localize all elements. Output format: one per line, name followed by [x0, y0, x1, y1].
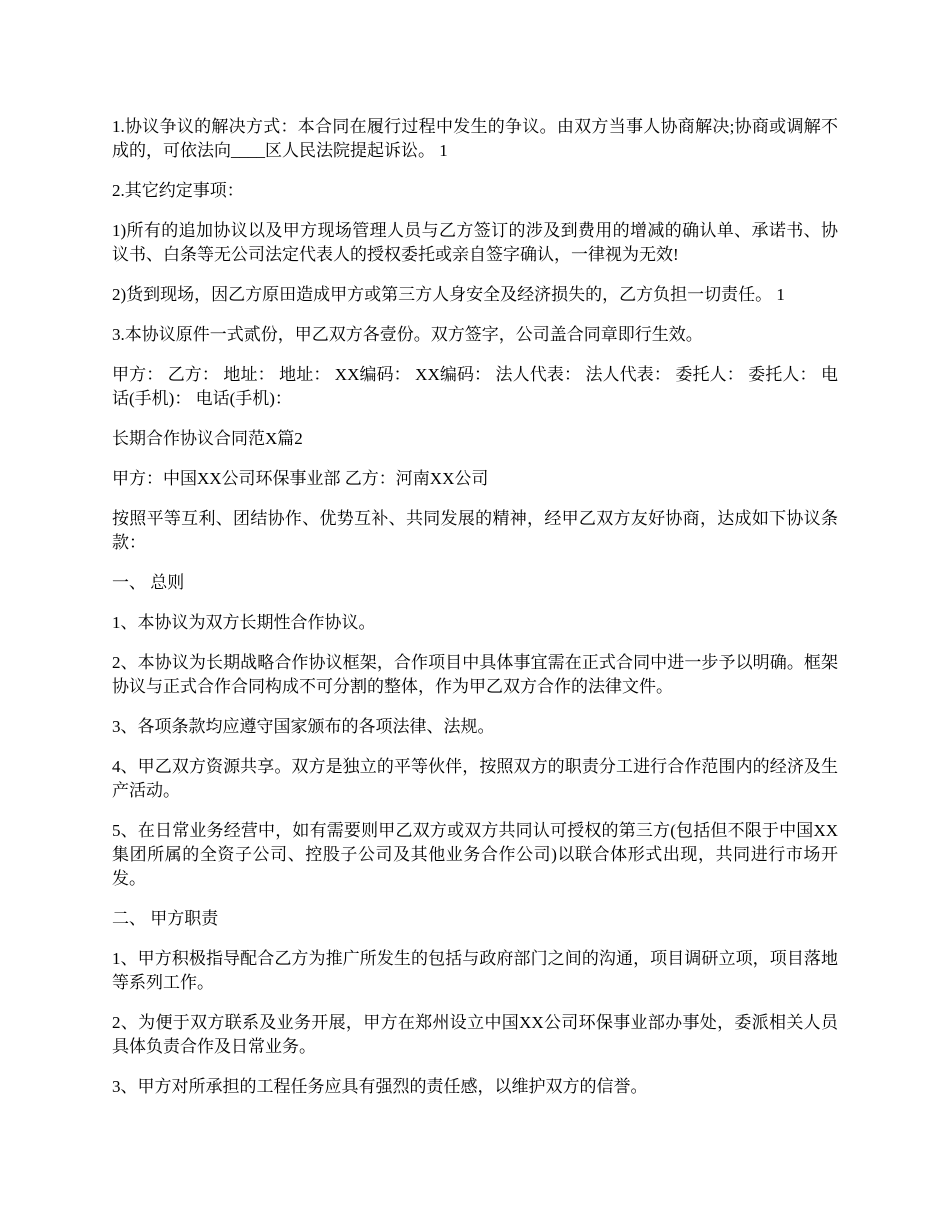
paragraph-parties: 甲方：中国XX公司环保事业部 乙方：河南XX公司 [112, 469, 489, 488]
paragraph-general-4: 4、甲乙双方资源共享。双方是独立的平等伙伴，按照双方的职责分工进行合作范围内的经济及生产活动。 [112, 757, 838, 800]
paragraph-party-a-duty-2: 2、为便于双方联系及业务开展，甲方在郑州设立中国XX公司环保事业部办事处，委派相关人员具体负责合作及日常业务。 [112, 1013, 838, 1056]
paragraph-other-matters-heading: 2.其它约定事项： [112, 181, 244, 200]
paragraph-party-a-duties-heading: 二、 甲方职责 [112, 909, 219, 928]
paragraph-general-1: 1、本协议为双方长期性合作协议。 [112, 613, 376, 632]
paragraph-general-heading: 一、 总则 [112, 573, 185, 592]
paragraph-delivery-liability: 2)货到现场，因乙方原田造成甲方或第三方人身安全及经济损失的，乙方负担一切责任。 1 [112, 285, 785, 304]
paragraph-party-a-duty-3: 3、甲方对所承担的工程任务应具有强烈的责任感，以维护双方的信誉。 [112, 1077, 648, 1096]
paragraph-general-5: 5、在日常业务经营中，如有需要则甲乙双方或双方共同认可授权的第三方(包括但不限于中国XX集团所属的全资子公司、控股子公司及其他业务合作公司)以联合体形式出现，共同进行市场开发。 [112, 821, 838, 888]
paragraph-copies-effectiveness: 3.本协议原件一式贰份，甲乙双方各壹份。双方签字，公司盖合同章即行生效。 [112, 325, 703, 344]
paragraph-signature-fields: 甲方： 乙方： 地址： 地址： XX编码： XX编码： 法人代表： 法人代表： 委托人： 委托人： 电话(手机)： 电话(手机)： [112, 365, 838, 408]
paragraph-supplementary-agreements: 1)所有的追加协议以及甲方现场管理人员与乙方签订的涉及到费用的增减的确认单、承诺书、协议书、白条等无公司法定代表人的授权委托或亲自签字确认，一律视为无效! [112, 221, 838, 264]
paragraph-general-2: 2、本协议为长期战略合作协议框架，合作项目中具体事宜需在正式合同中进一步予以明确。框架协议与正式合作合同构成不可分割的整体，作为甲乙双方合作的法律文件。 [112, 653, 838, 696]
paragraph-party-a-duty-1: 1、甲方积极指导配合乙方为推广所发生的包括与政府部门之间的沟通，项目调研立项，项目落地等系列工作。 [112, 949, 838, 992]
paragraph-section-title: 长期合作协议合同范X篇2 [112, 429, 303, 448]
paragraph-dispute-resolution: 1.协议争议的解决方式：本合同在履行过程中发生的争议。由双方当事人协商解决;协商或调解不成的，可依法向____区人民法院提起诉讼。 1 [112, 117, 838, 160]
paragraph-general-3: 3、各项条款均应遵守国家颁布的各项法律、法规。 [112, 717, 495, 736]
paragraph-preamble: 按照平等互利、团结协作、优势互补、共同发展的精神，经甲乙双方友好协商，达成如下协议条款： [112, 509, 838, 552]
